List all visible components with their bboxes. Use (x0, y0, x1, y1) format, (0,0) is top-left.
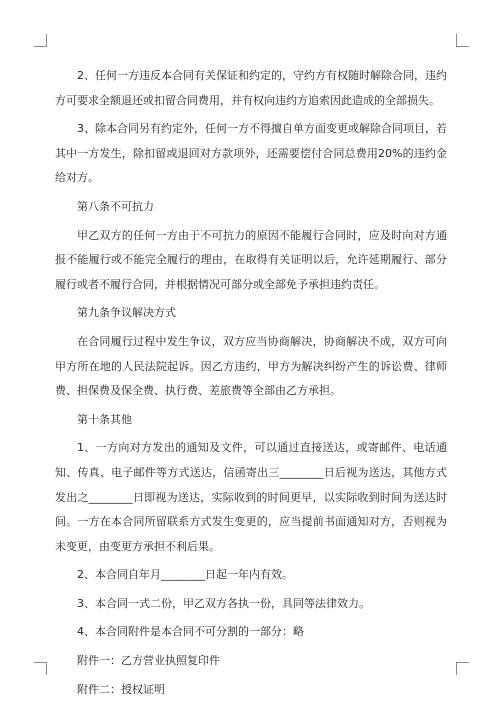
clause-force-majeure: 甲乙双方的任何一方由于不可抗力的原因不能履行合同时，应及时向对方通报不能履行或不能完全履行的理由，在取得有关证明以后，允许延期履行、部分履行或者不履行合同，并根据情况可部分或全部免予承担违约责任。 (55, 228, 447, 291)
clause-notices: 1、一方向对方发出的通知及文件，可以通过直接送达，或寄邮件、电话通知、传真、电子邮件等方式送达，信函寄出三________日后视为送达，其他方式发出之________日即视为送达，实际收到的时间更早，以实际收到时间为送达时间。一方在本合同所留联系方式发生变更的，应当提前书面通知对方，否则视为未变更，由变更方承担不利后果。 (55, 441, 447, 553)
clause-copies: 3、本合同一式二份，甲乙双方各执一份，具同等法律效力。 (77, 596, 370, 610)
clause-attachments: 4、本合同附件是本合同不可分割的一部分：略 (77, 625, 304, 639)
crop-mark-bottom-left (34, 662, 47, 675)
clause-dispute-resolution: 在合同履行过程中发生争议，双方应当协商解决，协商解决不成，双方可向甲方所在地的人民法院起诉。因乙方违约，甲方为解决纠纷产生的诉讼费、律师费、担保费及保全费、执行费、差旅费等全部由乙方承担。 (55, 334, 447, 398)
document-body (55, 64, 447, 702)
crop-mark-top-right (456, 34, 469, 47)
heading-article-9: 第九条争议解决方式 (77, 306, 176, 320)
clause-validity: 2、本合同自年月________日起一年内有效。 (77, 568, 293, 582)
crop-mark-top-left (34, 34, 47, 47)
heading-article-8: 第八条不可抗力 (77, 199, 154, 213)
crop-mark-bottom-right (456, 662, 469, 675)
heading-article-10: 第十条其他 (77, 412, 132, 426)
attachment-1: 附件一：乙方营业执照复印件 (77, 654, 220, 668)
clause-breach-termination: 2、任何一方违反本合同有关保证和约定的，守约方有权随时解除合同，违约方可要求全额退还或扣留合同费用，并有权向违约方追索因此造成的全部损失。 (55, 69, 447, 107)
attachment-2: 附件二：授权证明 (77, 682, 165, 696)
clause-penalty: 3、除本合同另有约定外，任何一方不得擅自单方面变更或解除合同项目，若其中一方发生，除扣留或退回对方款项外，还需要偿付合同总费用20%的违约金给对方。 (55, 122, 447, 185)
